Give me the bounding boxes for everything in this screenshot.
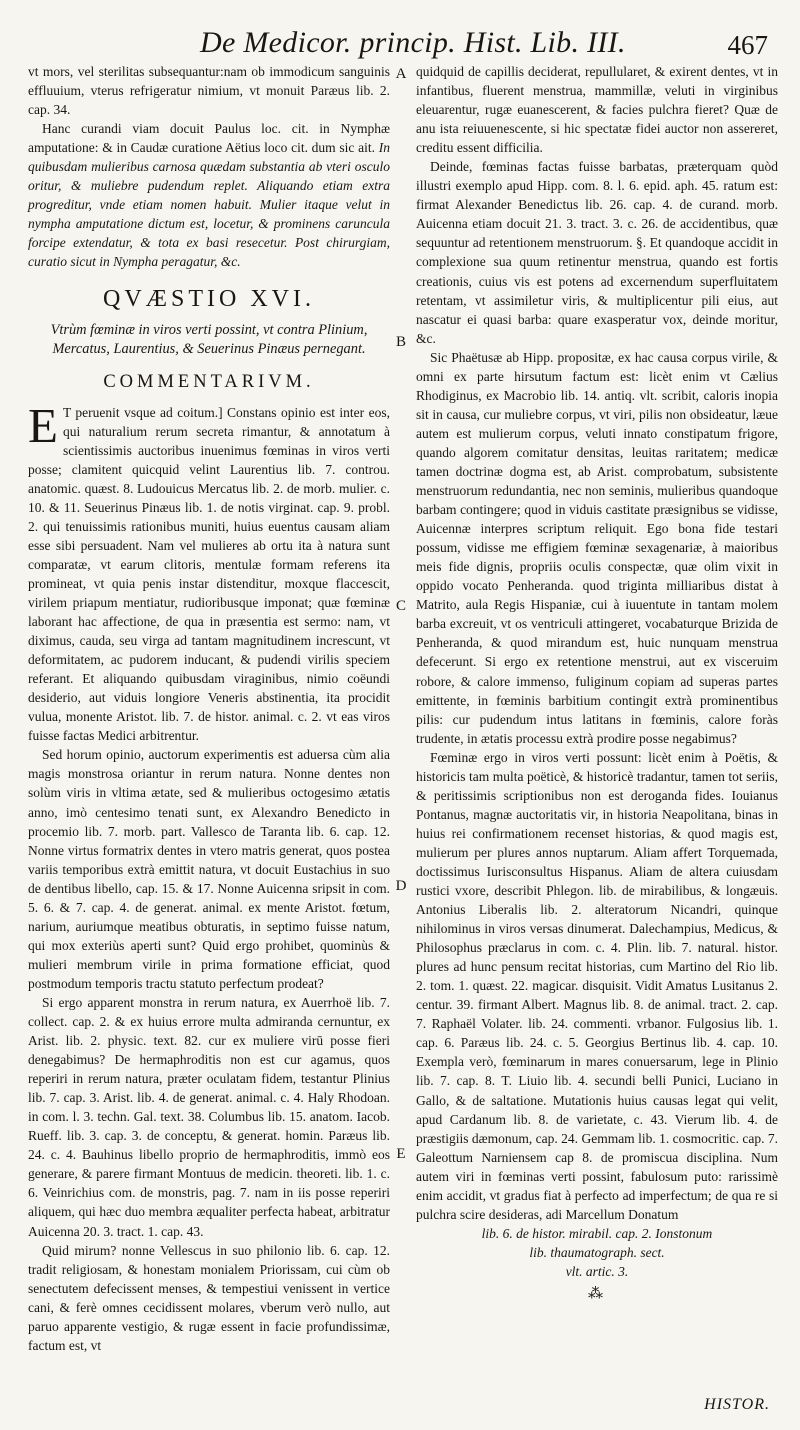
- margin-letter-c: C: [395, 598, 406, 614]
- right-paragraph-2: Deinde, fœminas factas fuisse barbatas, præterquam quòd illustri exemplo apud Hipp. com. 8. l. 6. epid. aph. 45. ratum est: firmat Alexander Benedictus lib. 26. cap. 4. de curand. morb. Auicenna etiam docuit 21. 3. tract. 3. c. 26. de accidentibus, quæ sequuntur ad retentionem menstruorum. §. Et quandoque accidit in complexione sua quum retinentur menstrua, quando est fortis creationis, cuius vis est potens ad excernendum superfluitatem retentam, vt assimiletur viris, & multiplicentur pili eius, aut nascatur ei quasi barba: quare exasperatur vox, deinde moritur, &c.: [416, 159, 778, 346]
- aetius-quotation: In quibusdam mulieribus carnosa quædam substantia ab vteri osculo oritur, & muliebre pudendum replet. Aliquando etiam extra progreditur, vnde etiam nomen habuit. Mulier itaque velut in nympha amputatione dictum est, locetur, & prominens caruncula forcipe extendatur, & tota ex basi resecetur. Post chirurgiam, curatio sicut in Nympha peragatur, &c.: [28, 140, 390, 270]
- page-header: [0, 0, 800, 68]
- right-paragraph-3: Sic Phaëtusæ ab Hipp. propositæ, ex hac causa corpus virile, & omni ex parte hirsutum factum est: licèt enim vt Cælius Rhodiginus, ex Macrobio lib. 14. antiq. vlt. scribit, caloris inopia sit in causa, cur muliebre corpus, vt viri, pilis non obsideatur, læue autem est mulierum corpus, veluti innato constipatum frigore, quando algorem comitatur densitas, leuitas raritatem; medicæ tamen doctrinæ dogma est, ab Arist. comprobatum, subsistente menstruorum redundantia, nec non seminis, mulieribus quandoque barbam contingere; quod in viduis castitate præsignibus se vidisse, Auicennæ interpres scriptum reliquit. Ego bona fide testari possum, vidisse me effigiem fœminæ sexagenariæ, à maioribus meis fide dignis, propriis oculis conspectæ, quæ olim vixit in oppido vocato Penheranda. quod triginta milliaribus distat à Matrito, aula Regis Hispaniæ, cui à iuuentute in tantam molem barba excreuit, vt os ventriculi attingeret, vocabaturque Brizida de Penheranda, & quod mirandum est, huic nunquam menstrua defecerunt. Si ergo ex retentione menstrui, aut ex visceruim robore, & calore immenso, fuliginum copiam ad superas partes emittente, in fœminis barbitium contingit extrà prominentibus pilis: cur pudendum intus latitans in fœminis, calore foràs trudente, in ætatis processu extrà prodire posse negabimus?: [416, 349, 778, 746]
- margin-letter-e: E: [396, 1146, 406, 1162]
- margin-letter-b: B: [395, 334, 406, 350]
- commentary-paragraph-3: Si ergo apparent monstra in rerum natura, ex Auerrhoë lib. 7. collect. cap. 2. & ex huius errore multa admiranda cernuntur, ex Arist. lib. 2. physic. text. 82. cur ex muliere virū posse fieri denegabimus? De hermaphroditis non est cur agamus, quos reperiri in rerum natura, præter oculatam fidem, testantur Plinius lib. 7. cap. 3. Arist. lib. 4. de generat. animal. c. 4. Haly Rhodoan. in com. l. 3. techn. Gal. text. 38. Columbus lib. 15. anatom. Iacob. Rueff. lib. 3. cap. 3. de conceptu, & generat. homin. Paræus lib. 24. c. 4. Bauhinus libello proprio de hermaphroditis, immò eos generare, & parere firmant Montuus de medicin. theoreti. lib. 1. c. 6. Veinrichius com. de monstris, pag. 7. nam in iis posse reperiri aliquem, qui hæc duo membra æqualiter perfecta habeat, arbitratur Auicenna 20. 3. tract. 1. cap. 43.: [28, 994, 390, 1239]
- drop-cap: E: [28, 397, 58, 453]
- asterism-ornament: ⁂: [588, 1286, 606, 1302]
- cure-paragraph: [28, 119, 390, 271]
- left-column: [28, 62, 390, 1355]
- margin-letter-d: D: [395, 878, 407, 894]
- commentary-paragraph-1-text: T peruenit vsque ad coitum.] Constans opinio est inter eos, qui naturalium rerum secreta rimantur, & annotatum à scientissimis auctoribus inuenimus fœminas in viros verti posse; clamitent quicquid velint Laurentius lib. 7. controu. anatomic. quæst. 8. Ludouicus Mercatus lib. 2. de morb. mulier. c. 10. & 11. Seuerinus Pinæus lib. 1. de notis virginat. cap. 9. probl. 2. qui tenuissimis rationibus muniti, huius euentus causam aliam esse sibi persuadent. Nam vel mulieres ab ortu ita à natura sunt comparatæ, vt earum clitoris, mentulæ formam referens ita promineat, vt quia penis instar distenditur, moxque flaccescit, virilem priapum mentiatur, rudioribusque imponat; quæ fœminæ laborant hac affectione, de qua in præsentia est sermo: nam, vt diximus, cauda, seu virga ad tantam magnitudinem increscunt, vt deformitatem, ac pudorem inducant, & pudendi virilis speciem referant. Et aliquando quibusdam viraginibus, nimio coëundi desiderio, aut viduis longiore Veneris abstinentia, ita procidit vulua, monente Aristot. lib. 7. de histor. animal. c. 2. vt eas viros fuisse factas Medici arbitrentur.: [28, 404, 390, 744]
- commentary-heading: COMMENTARIVM.: [103, 371, 315, 392]
- reference-line-3: vlt. artic. 3.: [565, 1263, 629, 1279]
- catchword: HISTOR.: [704, 1396, 770, 1413]
- question-summary: Vtrùm fœminæ in viros verti possint, vt contra Plinium, Mercatus, Laurentius, & Seuerinus Pinæus pernegant.: [50, 321, 368, 358]
- opening-lines: vt mors, vel sterilitas subsequantur:nam ob immodicum sanguinis effluuium, vterus refrigeratur nimium, vt monuit Paræus lib. 2. cap. 34.: [28, 64, 390, 118]
- right-paragraph-4: Fœminæ ergo in viros verti possunt: licèt enim à Poëtis, & historicis tam multa poëticè, & historicè tradantur, tamen tot seriis, & peritissimis scriptionibus non est deroganda fides. Iouianus Pontanus, magnæ auctoritatis vir, in historia Neapolitana, binas in huius rei confirmationem recenset historias, & quod magis est, mulierum per plures annos nuptarum. Aliam affert Torquemada, doctissimus Iurisconsultus Hispanus. Aliam de altera cuiusdam rustici vxore, describit Phlegon. lib. de mirabilibus, & longæuis. Antonius Liberalis lib. 2. alteratorum Nicandri, quinque nihilominus in viros versas dinumerat. Dalechampius, Medicus, & Philosophus præclarus in com. c. 4. Plin. lib. 7. natural. histor. plures ad hunc pensum recitat historias, cum Martino del Rio lib. 2. tom. 1. quæst. 22. magicar. disquisit. Vidit Amatus Lusitanus 2. centur. 39. firmant Albert. Magnus lib. 8. de animal. tract. 2. cap. 7. Raphaël Volater. lib. 24. commenti. vrbanor. Fulgosius lib. 1. cap. 6. Paræus lib. 24. c. 5. Georgius Bertinus lib. 4. cap. 10. Exempla verò, fœminarum in mares conuersarum, lege in Plinio lib. 7. cap. 8. T. Liuio lib. 4. secundi belli Punici, Luciano in Gallo, & de saltatione. Mutationis huius causas legat qui velit, apud Cardanum lib. 8. de varietate, c. 43. Vierum lib. 4. de præstigiis dæmonum, cap. 24. Gemmam lib. 1. cosmocritic. cap. 7. Galeottum Narniensem cap 8. de promiscua disciplina. Num autem viri in fœminas verti possint, fabulosum puto: rarissimè enim accidit, vt gradus fiat à perfecto ad imperfectum; de qua re si pulchra scire desideras, adi Marcellum Donatum: [416, 749, 778, 1222]
- cure-paragraph-start: Hanc curandi viam docuit Paulus loc. cit. in Nymphæ amputatione: & in Caudæ curatione Aëtius loco cit. dum sic ait.: [28, 121, 390, 156]
- reference-line-2: lib. thaumatograph. sect.: [529, 1244, 665, 1260]
- right-paragraph-1: quidquid de capillis deciderat, repullularet, & exirent dentes, vt in infantibus, fluerent menstrua, mammillæ, veluti in virginibus eleuarentur, rugæ euanescerent, & facies pulchra fieret? Quæ de anu ista reiuuenescente, si hic spectatæ fidei auctor non assereret, creditu essent difficilia.: [416, 64, 778, 156]
- commentary-paragraph-1: [28, 397, 390, 746]
- page-number: 467: [727, 30, 768, 60]
- margin-letter-a: A: [395, 66, 407, 82]
- commentary-paragraph-4: Quid mirum? nonne Vellescus in suo philonio lib. 6. cap. 12. tradit religiosam, & honestam monialem Priorissam, cui cùm ob senectutem defecissent menses, & tempestiui venissent in vertice cani, & ferè omnes cecidissent molares, vberum verò nullo, aut paruo apparente vestigio, & rugæ essent in facie profundissimæ, factum est, vt: [28, 1242, 390, 1353]
- question-heading: QVÆSTIO XVI.: [103, 285, 315, 312]
- right-column: [416, 62, 778, 1303]
- commentary-paragraph-2: Sed horum opinio, auctorum experimentis est aduersa cùm alia magis monstrosa oriantur in rerum natura. Nonne dentes non solùm viris in vltima ætate, sed & mulieribus octogesimo ætatis anno, imò centesimo tenati sunt, ex Alexandro Benedicto in procemio lib. 7. morb. part. Vallesco de Taranta lib. 6. cap. 12. Nonne virtus formatrix dentes in vtero matris generat, quos postea variis temporibus extrà emittit natura, vt docuit Eustachius in suo de dentibus libello, cap. 15. & 17. Nonne Auicenna sripsit in com. 5. 6. & 7. cap. 4. de generat. animal. ex mente Aristot. fœtum, narium, auriumque meatibus obturatis, in septimo fuisse natum, qui mox exteriùs aperti sunt? Quid ergo prohibet, quominùs & mulieri membrum virile in prima formatione efficiat, quod postmodum temporis tractu statuto perfectum prodeat?: [28, 747, 390, 991]
- reference-line-1: lib. 6. de histor. mirabil. cap. 2. Ionstonum: [481, 1225, 713, 1241]
- running-title: De Medicor. princip. Hist. Lib. III.: [200, 26, 626, 59]
